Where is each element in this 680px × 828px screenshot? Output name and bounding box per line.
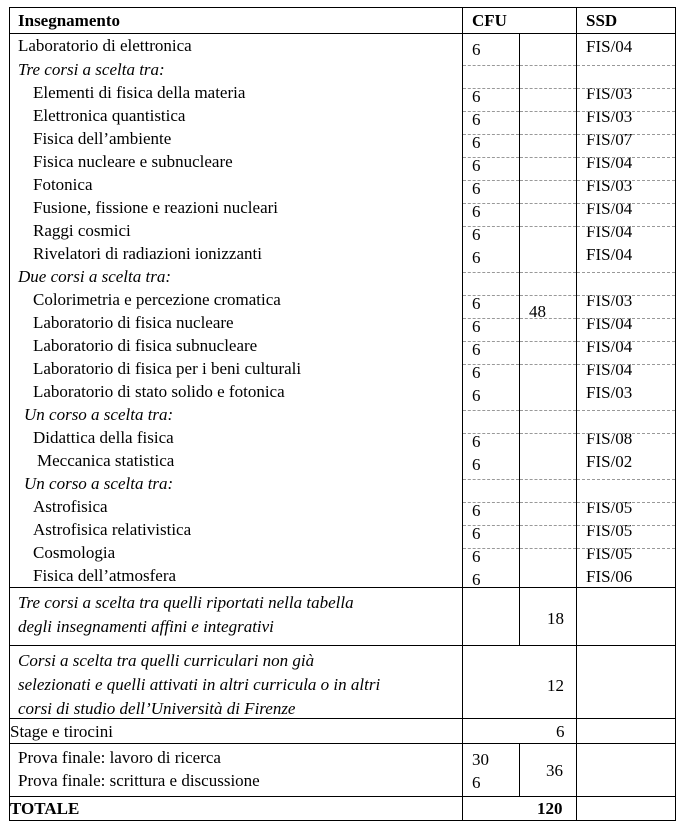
- table-border-right: [675, 7, 676, 821]
- course-ssd: FIS/05: [586, 521, 633, 540]
- block-divider-affini: [9, 587, 676, 588]
- row-separator: [463, 479, 519, 480]
- course-name: Rivelatori di radiazioni ionizzanti: [33, 244, 262, 263]
- course-ssd: FIS/03: [586, 176, 633, 195]
- row-separator: [520, 295, 576, 296]
- course-cfu: 6: [472, 202, 481, 221]
- table-border-bottom: [9, 820, 676, 821]
- course-cfu: 6: [472, 156, 481, 175]
- row-separator: [463, 502, 519, 503]
- cfu-subdivider-prova: [519, 743, 520, 796]
- row-separator: [520, 479, 576, 480]
- course-ssd: FIS/03: [586, 84, 633, 103]
- row-separator: [463, 525, 519, 526]
- course-name: Cosmologia: [33, 543, 116, 562]
- row-separator: [520, 134, 576, 135]
- row-separator: [463, 433, 519, 434]
- row-separator: [577, 295, 675, 296]
- liberi-total-cfu: 12: [547, 676, 564, 695]
- row-separator: [577, 111, 675, 112]
- course-ssd: FIS/04: [586, 199, 633, 218]
- row-separator: [577, 433, 675, 434]
- row-separator: [577, 318, 675, 319]
- course-name: Astrofisica: [33, 497, 108, 516]
- course-cfu: 6: [472, 501, 481, 520]
- course-cfu: 6: [472, 317, 481, 336]
- block-divider-liberi: [9, 645, 676, 646]
- course-cfu: 6: [472, 248, 481, 267]
- course-name: Elettronica quantistica: [33, 106, 186, 125]
- course-cfu: 6: [472, 40, 481, 59]
- course-cfu: 6: [472, 524, 481, 543]
- row-separator: [577, 157, 675, 158]
- course-cfu: 6: [472, 340, 481, 359]
- cfu-subdivider-main: [519, 33, 520, 587]
- course-name: Laboratorio di fisica per i beni culturali: [33, 359, 302, 378]
- affini-description-line2: degli insegnamenti affini e integrativi: [18, 617, 274, 636]
- row-separator: [463, 410, 519, 411]
- header-ssd: SSD: [586, 11, 618, 30]
- group-heading: Un corso a scelta tra:: [24, 474, 174, 493]
- row-separator: [520, 433, 576, 434]
- row-separator: [463, 203, 519, 204]
- course-ssd: FIS/06: [586, 567, 633, 586]
- course-ssd: FIS/04: [586, 153, 633, 172]
- header-divider: [9, 33, 676, 34]
- row-separator: [463, 548, 519, 549]
- course-ssd: FIS/08: [586, 429, 633, 448]
- course-ssd: FIS/03: [586, 291, 633, 310]
- totale-label: TOTALE: [10, 799, 80, 818]
- row-separator: [577, 180, 675, 181]
- group-heading: Un corso a scelta tra:: [24, 405, 174, 424]
- cfu-subdivider-affini: [519, 587, 520, 645]
- course-ssd: FIS/03: [586, 107, 633, 126]
- row-separator: [463, 65, 519, 66]
- course-name: Fisica nucleare e subnucleare: [33, 152, 233, 171]
- course-ssd: FIS/04: [586, 222, 633, 241]
- row-separator: [577, 525, 675, 526]
- course-name: Fusione, fissione e reazioni nucleari: [33, 198, 279, 217]
- row-separator: [520, 65, 576, 66]
- stage-label: Stage e tirocini: [10, 722, 113, 741]
- course-ssd: FIS/04: [586, 337, 633, 356]
- header-cfu: CFU: [472, 11, 507, 30]
- liberi-description-line1: Corsi a scelta tra quelli curriculari non già: [18, 651, 315, 670]
- prova-line2: Prova finale: scrittura e discussione: [18, 771, 260, 790]
- row-separator: [520, 157, 576, 158]
- course-name: Laboratorio di fisica nucleare: [33, 313, 234, 332]
- row-separator: [577, 479, 675, 480]
- row-separator: [520, 502, 576, 503]
- course-name: Laboratorio di elettronica: [18, 36, 192, 55]
- course-cfu: 6: [472, 179, 481, 198]
- row-separator: [463, 226, 519, 227]
- course-ssd: FIS/04: [586, 37, 633, 56]
- course-cfu: 6: [472, 225, 481, 244]
- course-cfu: 6: [472, 87, 481, 106]
- row-separator: [520, 88, 576, 89]
- course-ssd: FIS/05: [586, 498, 633, 517]
- course-ssd: FIS/04: [586, 245, 633, 264]
- block-divider-prova: [9, 743, 676, 744]
- header-course: Insegnamento: [18, 11, 121, 30]
- row-separator: [520, 525, 576, 526]
- prova-line1: Prova finale: lavoro di ricerca: [18, 748, 221, 767]
- group-heading: Due corsi a scelta tra:: [18, 267, 171, 286]
- course-name: Fisica dell’ambiente: [33, 129, 172, 148]
- course-cfu: 6: [472, 432, 481, 451]
- course-ssd: FIS/04: [586, 314, 633, 333]
- course-name: Astrofisica relativistica: [33, 520, 192, 539]
- course-cfu: 6: [472, 455, 481, 474]
- prova-cfu2: 6: [472, 773, 481, 792]
- row-separator: [577, 272, 675, 273]
- course-cfu: 6: [472, 363, 481, 382]
- course-name: Laboratorio di fisica subnucleare: [33, 336, 258, 355]
- liberi-description-line2: selezionati e quelli attivati in altri curricula o in altri: [18, 675, 381, 694]
- row-separator: [577, 502, 675, 503]
- course-ssd: FIS/05: [586, 544, 633, 563]
- row-separator: [520, 548, 576, 549]
- affini-total-cfu: 18: [547, 609, 564, 628]
- row-separator: [520, 364, 576, 365]
- row-separator: [520, 272, 576, 273]
- totale-value: 120: [537, 799, 563, 818]
- course-name: Raggi cosmici: [33, 221, 131, 240]
- course-cfu: 6: [472, 133, 481, 152]
- course-name: Fotonica: [33, 175, 93, 194]
- row-separator: [520, 226, 576, 227]
- course-ssd: FIS/02: [586, 452, 633, 471]
- row-separator: [463, 272, 519, 273]
- row-separator: [520, 180, 576, 181]
- group-heading: Tre corsi a scelta tra:: [18, 60, 165, 79]
- row-separator: [577, 203, 675, 204]
- row-separator: [463, 157, 519, 158]
- row-separator: [463, 318, 519, 319]
- row-separator: [463, 364, 519, 365]
- column-divider-ssd: [576, 7, 577, 820]
- course-name: Laboratorio di stato solido e fotonica: [33, 382, 285, 401]
- course-ssd: FIS/03: [586, 383, 633, 402]
- column-divider-course: [462, 7, 463, 820]
- stage-total-cfu: 6: [556, 722, 565, 741]
- row-separator: [520, 203, 576, 204]
- course-cfu: 6: [472, 386, 481, 405]
- course-ssd: FIS/07: [586, 130, 633, 149]
- row-separator: [520, 341, 576, 342]
- prova-total-cfu: 36: [546, 761, 563, 780]
- row-separator: [577, 548, 675, 549]
- affini-description-line1: Tre corsi a scelta tra quelli riportati nella tabella: [18, 593, 354, 612]
- course-name: Meccanica statistica: [37, 451, 175, 470]
- course-name: Elementi di fisica della materia: [33, 83, 246, 102]
- liberi-description-line3: corsi di studio dell’Università di Firenze: [18, 699, 296, 718]
- course-ssd: FIS/04: [586, 360, 633, 379]
- course-cfu: 6: [472, 570, 481, 589]
- course-cfu: 6: [472, 294, 481, 313]
- course-cfu: 6: [472, 547, 481, 566]
- block-total-cfu: 48: [529, 302, 546, 321]
- row-separator: [463, 295, 519, 296]
- row-separator: [520, 410, 576, 411]
- row-separator: [577, 364, 675, 365]
- course-name: Colorimetria e percezione cromatica: [33, 290, 281, 309]
- row-separator: [577, 88, 675, 89]
- table-border-left: [9, 7, 10, 821]
- row-separator: [577, 226, 675, 227]
- row-separator: [463, 88, 519, 89]
- row-separator: [463, 134, 519, 135]
- course-name: Didattica della fisica: [33, 428, 174, 447]
- course-name: Fisica dell’atmosfera: [33, 566, 177, 585]
- row-separator: [577, 341, 675, 342]
- row-separator: [577, 410, 675, 411]
- block-divider-totale: [9, 796, 676, 797]
- prova-cfu1: 30: [472, 750, 489, 769]
- row-separator: [463, 341, 519, 342]
- row-separator: [463, 111, 519, 112]
- row-separator: [577, 65, 675, 66]
- row-separator: [463, 180, 519, 181]
- row-separator: [577, 134, 675, 135]
- course-cfu: 6: [472, 110, 481, 129]
- row-separator: [520, 111, 576, 112]
